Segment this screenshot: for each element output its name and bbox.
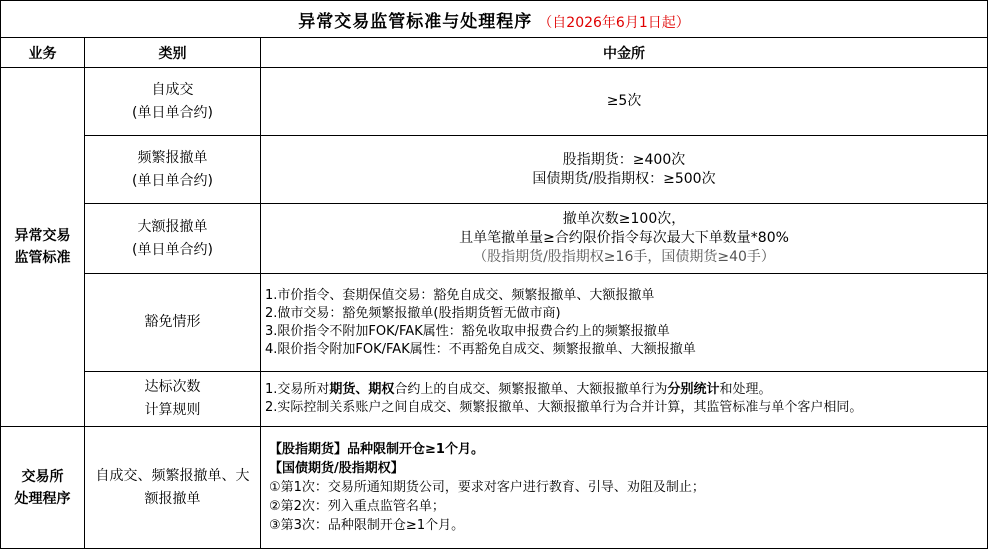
row-frequent-cancel: [1, 136, 988, 204]
value-frequent-cancel: [261, 136, 988, 204]
category-procedure: [85, 427, 261, 549]
row-counting-rules: [1, 372, 988, 427]
category-counting-line1: 达标次数: [144, 379, 201, 395]
value-large-cancel: [261, 204, 988, 274]
business-procedure-line1: 交易所: [21, 468, 64, 485]
category-self-trade-line1: 自成交: [151, 81, 194, 98]
header-row: [1, 38, 988, 68]
category-procedure-line1: 自成交、频繁报撤单、大: [95, 467, 250, 484]
value-self-trade: ≥5次: [261, 68, 988, 136]
value-frequent-cancel-line1: 股指期货：≥400次: [562, 151, 686, 168]
procedure-line-2: 【国债期货/股指期权】: [269, 461, 404, 476]
counting-item-2: 2.实际控制关系账户之间自成交、频繁报撤单、大额报撤单行为合并计算，其监管标准与单个客户相同。: [265, 400, 863, 415]
value-large-cancel-line2: 且单笔撤单量≥合约限价指令每次最大下单数量*80%: [459, 230, 789, 246]
category-counting: [85, 372, 261, 427]
category-large-cancel-line2: (单日单合约): [132, 241, 213, 258]
counting-item-1-c: 合约上的自成交、频繁报撤单、大额报撤单行为: [394, 382, 668, 397]
exemption-item-3: 3.限价指令不附加FOK/FAK属性：豁免收取申报费合约上的频繁报撤单: [265, 323, 670, 339]
value-large-cancel-line3: （股指期货/股指期权≥16手，国债期货≥40手）: [473, 249, 775, 265]
header-business: 业务: [1, 38, 85, 68]
exemption-item-4: 4.限价指令附加FOK/FAK属性：不再豁免自成交、频繁报撤单、大额报撤单: [265, 341, 696, 357]
title-row: [1, 1, 988, 38]
value-procedure: [261, 427, 988, 549]
header-exchange: 中金所: [261, 38, 988, 68]
counting-item-1: [265, 381, 987, 399]
business-standard-line2: 监管标准: [14, 250, 71, 266]
category-large-cancel: [85, 204, 261, 274]
effective-date-note: （自2026年6月1日起）: [538, 14, 690, 31]
header-category: 类别: [85, 38, 261, 68]
value-counting: [261, 372, 988, 427]
business-procedure-cell: [1, 427, 85, 549]
category-procedure-line2: 额报撤单: [144, 490, 201, 507]
category-frequent-cancel-line2: (单日单合约): [132, 172, 213, 189]
value-large-cancel-line1: 撤单次数≥100次，: [562, 211, 686, 227]
value-frequent-cancel-line2: 国债期货/股指期权：≥500次: [532, 170, 716, 187]
procedure-line-4: ②第2次：列入重点监管名单；: [269, 499, 445, 514]
category-self-trade-line2: (单日单合约): [132, 104, 213, 121]
row-exemption: [1, 274, 988, 372]
category-counting-line2: 计算规则: [144, 402, 201, 418]
exemption-item-1: 1.市价指令、套期保值交易：豁免自成交、频繁报撤单、大额报撤单: [265, 287, 655, 303]
row-self-trade: [1, 68, 988, 136]
row-large-cancel: [1, 204, 988, 274]
page-title: 异常交易监管标准与处理程序: [298, 11, 533, 32]
category-large-cancel-line1: 大额报撤单: [137, 218, 208, 235]
counting-item-1-bold-b: 分别统计: [667, 382, 720, 397]
counting-item-1-e: 和处理。: [719, 382, 772, 397]
category-self-trade: [85, 68, 261, 136]
business-procedure-line2: 处理程序: [14, 490, 71, 507]
procedure-line-1-text: 【股指期货】品种限制开仓≥1个月。: [269, 442, 484, 457]
counting-item-1-a: 1.交易所对: [265, 382, 330, 397]
title-cell: [1, 1, 988, 38]
category-frequent-cancel-line1: 频繁报撤单: [137, 149, 208, 166]
procedure-line-3: ①第1次：交易所通知期货公司，要求对客户进行教育、引导、劝阻及制止；: [269, 480, 705, 495]
procedure-line-5: ③第3次：品种限制开仓≥1个月。: [269, 518, 465, 533]
business-standard-line1: 异常交易: [14, 228, 71, 244]
business-standard-cell: [1, 68, 85, 427]
exemption-item-2: 2.做市交易：豁免频繁报撤单(股指期货暂无做市商): [265, 305, 561, 321]
procedure-line-1: [269, 440, 987, 459]
value-exemption: [261, 274, 988, 372]
counting-item-1-bold-a: 期货、期权: [329, 382, 395, 397]
category-frequent-cancel: [85, 136, 261, 204]
category-exemption: 豁免情形: [85, 274, 261, 372]
row-handling-procedure: [1, 427, 988, 549]
